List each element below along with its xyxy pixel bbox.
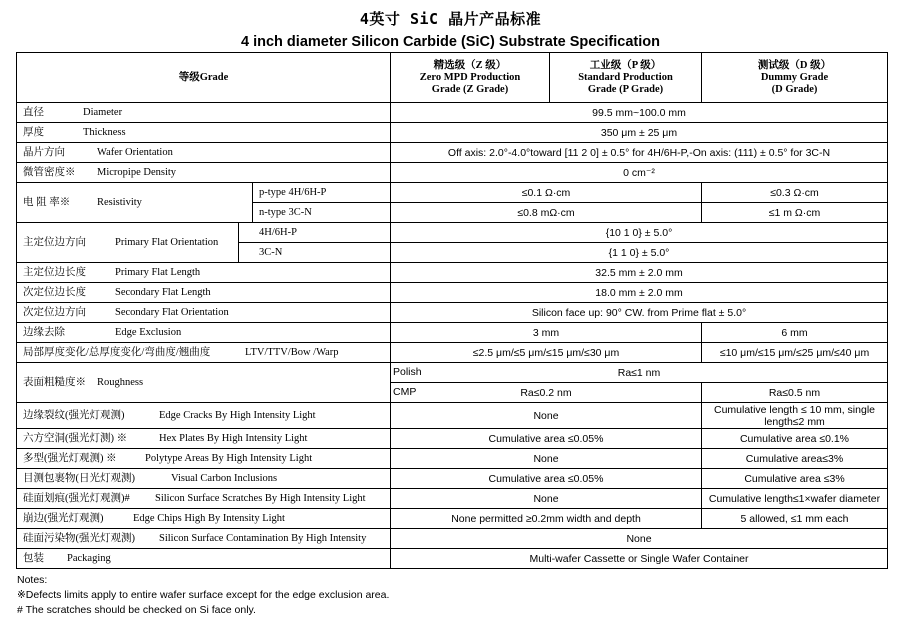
resistivity-n-d: ≤1 m Ω·cm xyxy=(702,203,888,223)
table-row xyxy=(17,403,888,429)
table-row xyxy=(17,323,888,343)
hex-plates-d: Cumulative area ≤0.1% xyxy=(702,429,888,449)
row-label: 多型(强光灯观测) ※ Polytype Areas By High Intensity Light xyxy=(17,449,391,469)
diameter-value: 99.5 mm~100.0 mm xyxy=(391,103,888,123)
table-row xyxy=(17,449,888,469)
table-row xyxy=(17,123,888,143)
p-grade-header xyxy=(550,53,702,103)
roughness-cmp xyxy=(391,383,702,403)
resistivity-p-label: p-type 4H/6H-P xyxy=(253,183,391,203)
row-label: 边缘去除 Edge Exclusion xyxy=(17,323,391,343)
roughness-cmp-zp: Ra≤0.2 nm xyxy=(520,386,572,399)
d-grade-en1: Dummy Grade xyxy=(760,71,829,83)
edge-cracks-d xyxy=(702,403,888,429)
roughness-polish xyxy=(391,363,888,383)
row-label: 边缘裂纹(强光灯观测) Edge Cracks By High Intensity Light xyxy=(17,403,391,429)
z-grade-en2: Grade (Z Grade) xyxy=(431,83,509,95)
thickness-value: 350 μm ± 25 μm xyxy=(391,123,888,143)
resistivity-p-d: ≤0.3 Ω·cm xyxy=(702,183,888,203)
row-label: 主定位边长度 Primary Flat Length xyxy=(17,263,391,283)
notes-heading: Notes: xyxy=(17,574,48,586)
table-row xyxy=(17,489,888,509)
grade-header: 等级Grade xyxy=(17,53,391,103)
primary-orient-b-label: 3C-N xyxy=(239,243,391,263)
row-label: 次定位边长度 Secondary Flat Length xyxy=(17,283,391,303)
table-row xyxy=(17,363,888,383)
ltv-zp: ≤2.5 μm/≤5 μm/≤15 μm/≤30 μm xyxy=(391,343,702,363)
primary-length-value: 32.5 mm ± 2.0 mm xyxy=(391,263,888,283)
ltv-d: ≤10 μm/≤15 μm/≤25 μm/≤40 μm xyxy=(702,343,888,363)
roughness-polish-value: Ra≤1 nm xyxy=(617,366,661,379)
primary-orient-a-label: 4H/6H-P xyxy=(239,223,391,243)
edge-exclusion-d: 6 mm xyxy=(702,323,888,343)
d-grade-cn: 测试级（D 级） xyxy=(757,59,832,71)
d-grade-header xyxy=(702,53,888,103)
header-row xyxy=(17,53,888,103)
edge-cracks-d-line2: length≤2 mm xyxy=(764,415,825,428)
row-label: 六方空洞(强光灯测) ※ Hex Plates By High Intensity Light xyxy=(17,429,391,449)
d-grade-en2: (D Grade) xyxy=(771,83,818,95)
hex-plates-zp: Cumulative area ≤0.05% xyxy=(391,429,702,449)
carbon-zp: Cumulative area ≤0.05% xyxy=(391,469,702,489)
row-label: 硅面污染物(强光灯观测) Silicon Surface Contamination By High Intensity xyxy=(17,529,391,549)
resistivity-p-zp: ≤0.1 Ω·cm xyxy=(391,183,702,203)
z-grade-cn: 精选级（Z 级） xyxy=(433,59,507,71)
roughness-polish-label: Polish xyxy=(393,366,422,378)
roughness-cmp-label: CMP xyxy=(393,386,417,398)
row-label: 厚度 Thickness xyxy=(17,123,391,143)
row-label: 主定位边方向 Primary Flat Orientation xyxy=(17,223,239,263)
scratches-d: Cumulative length≤1×wafer diameter xyxy=(702,489,888,509)
edge-cracks-zp: None xyxy=(391,403,702,429)
p-grade-en1: Standard Production xyxy=(578,71,673,83)
orientation-value: Off axis: 2.0°-4.0°toward [11 2 0] ± 0.5° for 4H/6H-P,-On axis: (111) ± 0.5° for 3C-N xyxy=(391,143,888,163)
table-row xyxy=(17,429,888,449)
p-grade-cn: 工业级（P 级） xyxy=(589,59,662,71)
row-label: 崩边(强光灯观测) Edge Chips High By Intensity Light xyxy=(17,509,391,529)
carbon-d: Cumulative area ≤3% xyxy=(702,469,888,489)
row-label: 表面粗糙度※ Roughness xyxy=(17,363,391,403)
table-row xyxy=(17,183,888,203)
contamination-value: None xyxy=(391,529,888,549)
polytype-zp: None xyxy=(391,449,702,469)
table-row xyxy=(17,303,888,323)
table-row xyxy=(17,103,888,123)
roughness-cmp-d: Ra≤0.5 nm xyxy=(702,383,888,403)
z-grade-en1: Zero MPD Production xyxy=(419,71,521,83)
chips-zp: None permitted ≥0.2mm width and depth xyxy=(391,509,702,529)
secondary-orient-value: Silicon face up: 90° CW. from Prime flat ± 5.0° xyxy=(391,303,888,323)
note-1: ※Defects limits apply to entire wafer surface except for the edge exclusion area. xyxy=(17,589,390,601)
note-2: # The scratches should be checked on Si face only. xyxy=(17,604,256,616)
table-row xyxy=(17,343,888,363)
table-row xyxy=(17,283,888,303)
row-label: 晶片方向 Wafer Orientation xyxy=(17,143,391,163)
polytype-d: Cumulative area≤3% xyxy=(702,449,888,469)
chips-d: 5 allowed, ≤1 mm each xyxy=(702,509,888,529)
scratches-zp: None xyxy=(391,489,702,509)
primary-orient-b-value: {1 1 0} ± 5.0° xyxy=(391,243,888,263)
row-label: 微管密度※ Micropipe Density xyxy=(17,163,391,183)
micropipe-value: 0 cm⁻² xyxy=(391,163,888,183)
row-label: 局部厚度变化/总厚度变化/弯曲度/翘曲度 LTV/TTV/Bow /Warp xyxy=(17,343,391,363)
table-row xyxy=(17,529,888,549)
primary-orient-a-value: {10 1 0} ± 5.0° xyxy=(391,223,888,243)
packaging-value: Multi-wafer Cassette or Single Wafer Container xyxy=(391,549,888,569)
table-row xyxy=(17,163,888,183)
title-english: 4 inch diameter Silicon Carbide (SiC) Substrate Specification xyxy=(241,34,660,50)
resistivity-n-zp: ≤0.8 mΩ·cm xyxy=(391,203,702,223)
secondary-length-value: 18.0 mm ± 2.0 mm xyxy=(391,283,888,303)
row-label: 直径 Diameter xyxy=(17,103,391,123)
resistivity-n-label: n-type 3C-N xyxy=(253,203,391,223)
table-row xyxy=(17,223,888,243)
edge-cracks-d-line1: Cumulative length ≤ 10 mm, single xyxy=(713,403,875,416)
table-row xyxy=(17,469,888,489)
row-label: 硅面划痕(强光灯观测)# Silicon Surface Scratches By High Intensity Light xyxy=(17,489,391,509)
p-grade-en2: Grade (P Grade) xyxy=(587,83,664,95)
table-row xyxy=(17,143,888,163)
z-grade-header xyxy=(391,53,550,103)
specification-table xyxy=(16,52,888,569)
row-label: 次定位边方向 Secondary Flat Orientation xyxy=(17,303,391,323)
table-row xyxy=(17,263,888,283)
row-label: 电 阻 率※ Resistivity xyxy=(17,183,253,223)
table-row xyxy=(17,509,888,529)
notes-section xyxy=(17,573,389,618)
edge-exclusion-zp: 3 mm xyxy=(391,323,702,343)
row-label: 目测包裹物(日光灯观测) Visual Carbon Inclusions xyxy=(17,469,391,489)
title-chinese: 4英寸 SiC 晶片产品标准 xyxy=(359,10,542,28)
row-label: 包装 Packaging xyxy=(17,549,391,569)
table-row xyxy=(17,549,888,569)
